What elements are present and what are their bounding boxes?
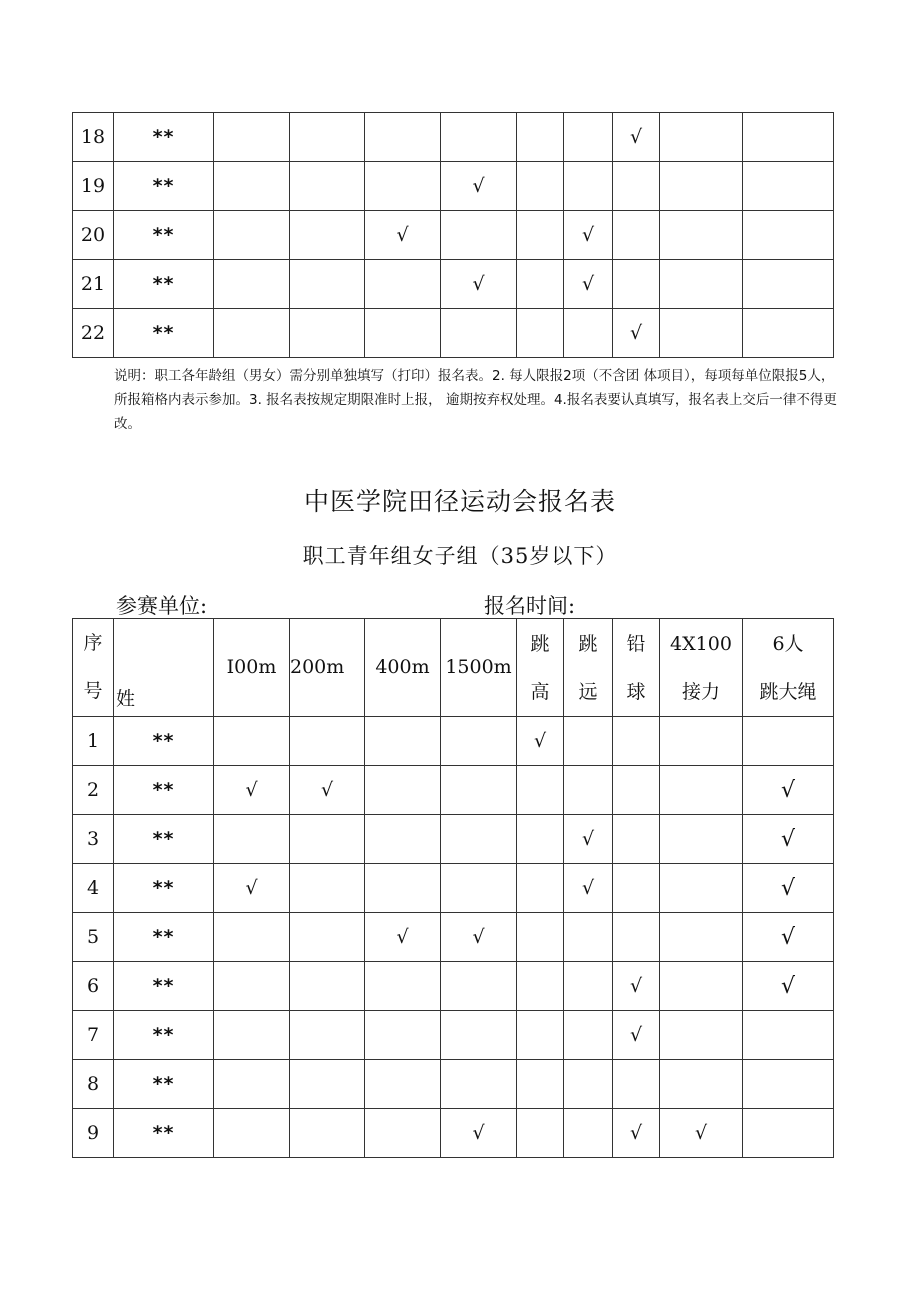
event-mark-cell: √ [441,162,517,211]
event-mark-cell [290,211,365,260]
event-mark-cell [743,113,834,162]
event-mark-cell [441,962,517,1011]
row-number: 8 [73,1060,114,1109]
event-mark-cell: √ [564,211,613,260]
form-subtitle: 职工青年组女子组（35岁以下） [302,544,618,568]
event-mark-cell [365,309,441,358]
event-mark-cell [743,1060,834,1109]
event-mark-cell [290,962,365,1011]
event-mark-cell [365,864,441,913]
event-mark-cell [290,815,365,864]
participant-name: ** [114,162,214,211]
event-mark-cell [441,211,517,260]
event-mark-cell [365,113,441,162]
event-mark-cell: √ [517,717,564,766]
table-row [73,260,834,309]
event-mark-cell [660,766,743,815]
header-high-jump: 跳 高 [517,619,564,717]
table-row [73,113,834,162]
event-mark-cell [743,260,834,309]
participant-name: ** [114,211,214,260]
table-row [73,815,834,864]
event-mark-cell [214,1060,290,1109]
event-mark-cell: √ [290,766,365,815]
event-mark-cell [564,1060,613,1109]
event-mark-cell [441,815,517,864]
event-mark-cell [564,162,613,211]
row-number: 5 [73,913,114,962]
event-mark-cell [660,260,743,309]
event-mark-cell [517,1060,564,1109]
event-mark-cell [441,1011,517,1060]
event-mark-cell [660,864,743,913]
event-mark-cell [214,113,290,162]
table-row [73,864,834,913]
event-mark-cell [290,717,365,766]
top-entry-table [72,112,834,358]
event-mark-cell [660,913,743,962]
event-mark-cell [743,162,834,211]
event-mark-cell: √ [441,1109,517,1158]
event-mark-cell [290,1060,365,1109]
event-mark-cell [743,1109,834,1158]
time-label: 报名时间: [484,594,576,618]
event-mark-cell [660,1060,743,1109]
header-long-jump: 跳 远 [564,619,613,717]
event-mark-cell [517,309,564,358]
event-mark-cell [517,864,564,913]
event-mark-cell: √ [613,1011,660,1060]
event-mark-cell: √ [613,113,660,162]
table-row [73,913,834,962]
event-mark-cell [564,1011,613,1060]
event-mark-cell [564,113,613,162]
table-row [73,1109,834,1158]
event-mark-cell [214,913,290,962]
event-mark-cell: √ [743,913,834,962]
row-number: 4 [73,864,114,913]
table-row [73,717,834,766]
event-mark-cell [743,309,834,358]
table-row [73,1011,834,1060]
event-mark-cell [517,211,564,260]
event-mark-cell [365,1011,441,1060]
event-mark-cell [290,913,365,962]
form-title: 中医学院田径运动会报名表 [303,487,616,516]
table-row [73,962,834,1011]
event-mark-cell [517,913,564,962]
instructions-note: 说明：职工各年龄组（男女）需分别单独填写（打印）报名表。2. 每人限报2项（不含团 体项目），每项每单位限报5人，所报箱格内表示参加。3. 报名表按规定期限准时上报， 逾期按弃权处理。4.报名表要认真填写，报名表上交后一律不得更改。 [114,368,837,432]
event-mark-cell [743,717,834,766]
event-mark-cell [660,962,743,1011]
header-rope-skipping: 6人 跳大绳 [743,619,834,717]
participant-name: ** [114,309,214,358]
row-number: 2 [73,766,114,815]
row-number: 3 [73,815,114,864]
event-mark-cell [365,717,441,766]
table-row [73,766,834,815]
event-mark-cell [743,211,834,260]
event-mark-cell: √ [441,913,517,962]
event-mark-cell [365,1109,441,1158]
event-mark-cell [365,815,441,864]
event-mark-cell [517,260,564,309]
event-mark-cell [743,1011,834,1060]
event-mark-cell [517,766,564,815]
event-mark-cell: √ [660,1109,743,1158]
event-mark-cell [564,1109,613,1158]
row-number: 9 [73,1109,114,1158]
event-mark-cell [517,162,564,211]
event-mark-cell [613,913,660,962]
participant-name: ** [114,1060,214,1109]
header-relay: 4X100 接力 [660,619,743,717]
event-mark-cell [660,717,743,766]
event-mark-cell [441,113,517,162]
event-mark-cell [613,766,660,815]
row-number: 21 [73,260,114,309]
event-mark-cell [441,766,517,815]
participant-name: ** [114,113,214,162]
event-mark-cell [660,162,743,211]
event-mark-cell [290,260,365,309]
event-mark-cell: √ [613,1109,660,1158]
table-row [73,309,834,358]
event-mark-cell [365,962,441,1011]
event-mark-cell: √ [613,309,660,358]
event-mark-cell [517,962,564,1011]
event-mark-cell [365,162,441,211]
event-mark-cell [660,309,743,358]
event-mark-cell [214,1011,290,1060]
event-mark-cell: √ [214,864,290,913]
event-mark-cell [214,962,290,1011]
event-mark-cell [613,1060,660,1109]
event-mark-cell [441,717,517,766]
event-mark-cell [290,1011,365,1060]
header-shot-put: 铅 球 [613,619,660,717]
event-mark-cell [517,1011,564,1060]
event-mark-cell: √ [743,815,834,864]
event-mark-cell [660,1011,743,1060]
header-200m: 200m [290,619,365,717]
event-mark-cell: √ [564,864,613,913]
event-mark-cell: √ [564,815,613,864]
event-mark-cell [613,211,660,260]
event-mark-cell: √ [365,211,441,260]
event-mark-cell: √ [365,913,441,962]
event-mark-cell [517,815,564,864]
header-name: 姓 [114,619,214,717]
event-mark-cell: √ [441,260,517,309]
event-mark-cell [365,260,441,309]
event-mark-cell: √ [613,962,660,1011]
event-mark-cell [613,815,660,864]
participant-name: ** [114,962,214,1011]
event-mark-cell [517,113,564,162]
row-number: 6 [73,962,114,1011]
event-mark-cell [214,211,290,260]
participant-name: ** [114,1011,214,1060]
event-mark-cell [365,766,441,815]
event-mark-cell [441,1060,517,1109]
participant-name: ** [114,717,214,766]
header-100m: I00m [214,619,290,717]
event-mark-cell [564,717,613,766]
event-mark-cell [441,309,517,358]
event-mark-cell [290,309,365,358]
event-mark-cell [441,864,517,913]
header-400m: 400m [365,619,441,717]
event-mark-cell [613,162,660,211]
participant-name: ** [114,260,214,309]
event-mark-cell [214,1109,290,1158]
event-mark-cell [564,309,613,358]
row-number: 22 [73,309,114,358]
event-mark-cell: √ [743,962,834,1011]
event-mark-cell [660,211,743,260]
participant-name: ** [114,1109,214,1158]
participant-name: ** [114,913,214,962]
event-mark-cell: √ [214,766,290,815]
event-mark-cell [214,717,290,766]
participant-name: ** [114,864,214,913]
event-mark-cell [613,717,660,766]
event-mark-cell [290,162,365,211]
row-number: 1 [73,717,114,766]
table-row [73,162,834,211]
event-mark-cell [290,864,365,913]
header-row [73,619,834,717]
event-mark-cell [214,815,290,864]
event-mark-cell [564,913,613,962]
unit-label: 参赛单位: [116,594,208,618]
event-mark-cell [660,113,743,162]
event-mark-cell: √ [743,864,834,913]
event-mark-cell [564,766,613,815]
event-mark-cell [214,260,290,309]
event-mark-cell [290,113,365,162]
row-number: 20 [73,211,114,260]
event-mark-cell [613,260,660,309]
event-mark-cell: √ [564,260,613,309]
bottom-entry-table [72,618,834,1158]
event-mark-cell [214,162,290,211]
event-mark-cell [613,864,660,913]
event-mark-cell: √ [743,766,834,815]
row-number: 19 [73,162,114,211]
row-number: 18 [73,113,114,162]
participant-name: ** [114,766,214,815]
event-mark-cell [214,309,290,358]
table-row [73,211,834,260]
header-seq: 序 号 [73,619,114,717]
table-row [73,1060,834,1109]
event-mark-cell [290,1109,365,1158]
event-mark-cell [564,962,613,1011]
participant-name: ** [114,815,214,864]
event-mark-cell [365,1060,441,1109]
event-mark-cell [660,815,743,864]
header-1500m: 1500m [441,619,517,717]
event-mark-cell [517,1109,564,1158]
row-number: 7 [73,1011,114,1060]
